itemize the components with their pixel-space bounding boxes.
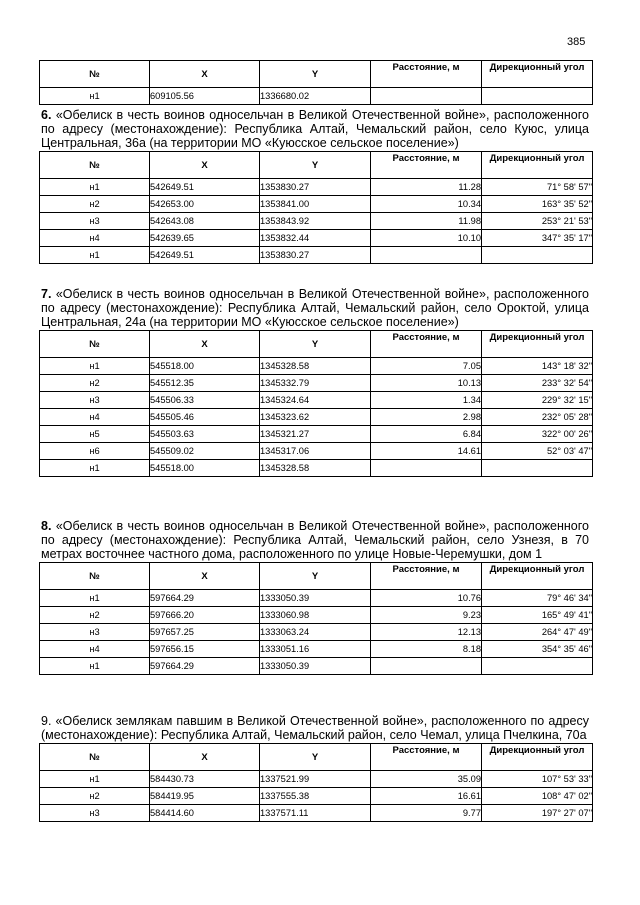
table-row [40, 590, 593, 607]
cell-point: н1 [40, 358, 150, 375]
cell-point: н2 [40, 196, 150, 213]
cell-distance: 7.05 [371, 358, 482, 375]
cell-distance: 10.10 [371, 230, 482, 247]
table-row [40, 375, 593, 392]
table-row [40, 392, 593, 409]
cell-x: 584414.60 [150, 805, 260, 822]
cell-direction: 347° 35' 17" [482, 230, 593, 247]
cell-distance [371, 88, 482, 105]
cell-y: 1336680.02 [260, 88, 371, 105]
table-row [40, 805, 593, 822]
cell-x: 545518.00 [150, 460, 260, 477]
table-row [40, 607, 593, 624]
header-y: Y [260, 331, 371, 358]
cell-direction: 253° 21' 53" [482, 213, 593, 230]
section-continuation [39, 60, 591, 105]
cell-point: н1 [40, 590, 150, 607]
cell-x: 545505.46 [150, 409, 260, 426]
cell-distance: 10.76 [371, 590, 482, 607]
section-number: 7. [41, 287, 52, 301]
section-description: «Обелиск в честь воинов односельчан в Великой Отечественной войне», расположенного по адресу (местонахождение): Республика Алтай, Чемальский район, село Ороктой, улица Центральная, 24а (на территории МО «Куюсское сельское поселение») [41, 287, 589, 329]
cell-distance: 35.09 [371, 771, 482, 788]
cell-direction: 143° 18' 32" [482, 358, 593, 375]
header-row [40, 744, 593, 771]
header-y: Y [260, 563, 371, 590]
section-8 [39, 519, 591, 675]
table-row [40, 443, 593, 460]
header-direction: Дирекционный угол [482, 152, 593, 179]
cell-x: 584419.95 [150, 788, 260, 805]
cell-direction: 163° 35' 52" [482, 196, 593, 213]
cell-point: н4 [40, 409, 150, 426]
coordinates-table [39, 330, 593, 477]
cell-y: 1345332.79 [260, 375, 371, 392]
cell-y: 1353843.92 [260, 213, 371, 230]
cell-point: н6 [40, 443, 150, 460]
section-text [39, 287, 591, 329]
coordinates-table [39, 60, 593, 105]
table-row [40, 230, 593, 247]
section-text [39, 519, 591, 561]
cell-y: 1345323.62 [260, 409, 371, 426]
cell-x: 542643.08 [150, 213, 260, 230]
coordinates-table [39, 743, 593, 822]
section-number: 9. [41, 714, 52, 728]
cell-point: н4 [40, 230, 150, 247]
cell-distance: 11.28 [371, 179, 482, 196]
cell-point: н3 [40, 805, 150, 822]
cell-y: 1337571.11 [260, 805, 371, 822]
header-row [40, 331, 593, 358]
table-row [40, 247, 593, 264]
header-x: X [150, 152, 260, 179]
header-row [40, 563, 593, 590]
header-row [40, 152, 593, 179]
cell-distance [371, 658, 482, 675]
cell-y: 1333063.24 [260, 624, 371, 641]
cell-direction: 108° 47' 02" [482, 788, 593, 805]
cell-direction: 354° 35' 46" [482, 641, 593, 658]
cell-distance [371, 460, 482, 477]
cell-x: 597656.15 [150, 641, 260, 658]
cell-point: н5 [40, 426, 150, 443]
cell-x: 545512.35 [150, 375, 260, 392]
header-distance: Расстояние, м [371, 563, 482, 590]
cell-distance: 9.77 [371, 805, 482, 822]
section-6 [39, 108, 591, 264]
table-row [40, 658, 593, 675]
cell-y: 1333050.39 [260, 590, 371, 607]
header-x: X [150, 744, 260, 771]
cell-direction [482, 460, 593, 477]
header-direction: Дирекционный угол [482, 744, 593, 771]
cell-direction: 264° 47' 49" [482, 624, 593, 641]
section-description: «Обелиск в честь воинов односельчан в Великой Отечественной войне», расположенного по адресу (местонахождение): Республика Алтай, Чемальский район, село Узнезя, в 70 метрах восточнее частного дома, расположенного по улице Новые-Черемушки, дом 1 [41, 519, 589, 561]
cell-point: н3 [40, 213, 150, 230]
cell-distance: 16.61 [371, 788, 482, 805]
cell-direction: 232° 05' 28" [482, 409, 593, 426]
cell-distance: 14.61 [371, 443, 482, 460]
header-distance: Расстояние, м [371, 331, 482, 358]
cell-point: н1 [40, 460, 150, 477]
cell-direction [482, 658, 593, 675]
header-y: Y [260, 61, 371, 88]
table-row [40, 358, 593, 375]
coordinates-table [39, 151, 593, 264]
table-row [40, 624, 593, 641]
cell-x: 609105.56 [150, 88, 260, 105]
cell-x: 545503.63 [150, 426, 260, 443]
header-no: № [40, 331, 150, 358]
cell-y: 1345328.58 [260, 460, 371, 477]
section-description: «Обелиск землякам павшим в Великой Отечественной войне», расположенного по адресу (местонахождение): Республика Алтай, Чемальский район, село Чемал, улица Пчелкина, 70а [41, 714, 589, 742]
cell-distance: 9.23 [371, 607, 482, 624]
table-row [40, 771, 593, 788]
header-x: X [150, 61, 260, 88]
table-row [40, 788, 593, 805]
cell-y: 1353830.27 [260, 247, 371, 264]
header-x: X [150, 331, 260, 358]
cell-direction: 107° 53' 33" [482, 771, 593, 788]
section-number: 8. [41, 519, 52, 533]
section-description: «Обелиск в честь воинов односельчан в Великой Отечественной войне», расположенного по адресу (местонахождение): Республика Алтай, Чемальский район, село Куюс, улица Центральная, 36а (на территории МО «Куюсское сельское поселение») [41, 108, 589, 150]
section-7 [39, 287, 591, 477]
cell-direction: 229° 32' 15" [482, 392, 593, 409]
cell-point: н3 [40, 392, 150, 409]
table-row [40, 641, 593, 658]
cell-direction [482, 88, 593, 105]
table-row [40, 213, 593, 230]
cell-x: 545509.02 [150, 443, 260, 460]
cell-point: н2 [40, 375, 150, 392]
cell-distance: 8.18 [371, 641, 482, 658]
cell-point: н1 [40, 771, 150, 788]
cell-distance: 2.98 [371, 409, 482, 426]
header-no: № [40, 61, 150, 88]
header-direction: Дирекционный угол [482, 61, 593, 88]
cell-point: н1 [40, 88, 150, 105]
cell-x: 542649.51 [150, 247, 260, 264]
cell-direction: 52° 03' 47" [482, 443, 593, 460]
cell-point: н1 [40, 179, 150, 196]
cell-point: н2 [40, 788, 150, 805]
cell-x: 597657.25 [150, 624, 260, 641]
cell-distance [371, 247, 482, 264]
cell-y: 1337521.99 [260, 771, 371, 788]
cell-direction: 79° 46' 34" [482, 590, 593, 607]
section-9 [39, 714, 591, 822]
cell-distance: 10.34 [371, 196, 482, 213]
section-text [39, 714, 591, 742]
table-row [40, 179, 593, 196]
cell-direction: 233° 32' 54" [482, 375, 593, 392]
cell-distance: 1.34 [371, 392, 482, 409]
cell-distance: 6.84 [371, 426, 482, 443]
table-row [40, 409, 593, 426]
cell-point: н2 [40, 607, 150, 624]
table-row [40, 196, 593, 213]
cell-x: 542639.65 [150, 230, 260, 247]
cell-y: 1333050.39 [260, 658, 371, 675]
cell-direction: 322° 00' 26" [482, 426, 593, 443]
cell-x: 545518.00 [150, 358, 260, 375]
header-distance: Расстояние, м [371, 152, 482, 179]
cell-point: н3 [40, 624, 150, 641]
cell-y: 1345317.06 [260, 443, 371, 460]
section-text [39, 108, 591, 150]
header-row [40, 61, 593, 88]
cell-y: 1345324.64 [260, 392, 371, 409]
cell-point: н4 [40, 641, 150, 658]
cell-x: 542649.51 [150, 179, 260, 196]
cell-y: 1337555.38 [260, 788, 371, 805]
cell-x: 545506.33 [150, 392, 260, 409]
header-x: X [150, 563, 260, 590]
cell-x: 597664.29 [150, 590, 260, 607]
cell-direction: 197° 27' 07" [482, 805, 593, 822]
header-y: Y [260, 744, 371, 771]
cell-point: н1 [40, 247, 150, 264]
cell-x: 597664.29 [150, 658, 260, 675]
cell-distance: 12.13 [371, 624, 482, 641]
cell-y: 1333051.16 [260, 641, 371, 658]
section-number: 6. [41, 108, 52, 122]
cell-y: 1353830.27 [260, 179, 371, 196]
header-distance: Расстояние, м [371, 61, 482, 88]
cell-direction: 165° 49' 41" [482, 607, 593, 624]
header-no: № [40, 152, 150, 179]
cell-y: 1345328.58 [260, 358, 371, 375]
cell-distance: 11.98 [371, 213, 482, 230]
cell-direction [482, 247, 593, 264]
coordinates-table [39, 562, 593, 675]
header-distance: Расстояние, м [371, 744, 482, 771]
header-no: № [40, 744, 150, 771]
cell-x: 584430.73 [150, 771, 260, 788]
cell-y: 1353832.44 [260, 230, 371, 247]
cell-direction: 71° 58' 57" [482, 179, 593, 196]
cell-distance: 10.13 [371, 375, 482, 392]
cell-y: 1345321.27 [260, 426, 371, 443]
cell-x: 597666.20 [150, 607, 260, 624]
header-direction: Дирекционный угол [482, 331, 593, 358]
cell-point: н1 [40, 658, 150, 675]
table-row [40, 88, 593, 105]
table-row [40, 460, 593, 477]
table-row [40, 426, 593, 443]
header-direction: Дирекционный угол [482, 563, 593, 590]
cell-y: 1333060.98 [260, 607, 371, 624]
cell-y: 1353841.00 [260, 196, 371, 213]
cell-x: 542653.00 [150, 196, 260, 213]
page-number: 385 [567, 36, 586, 48]
header-y: Y [260, 152, 371, 179]
header-no: № [40, 563, 150, 590]
